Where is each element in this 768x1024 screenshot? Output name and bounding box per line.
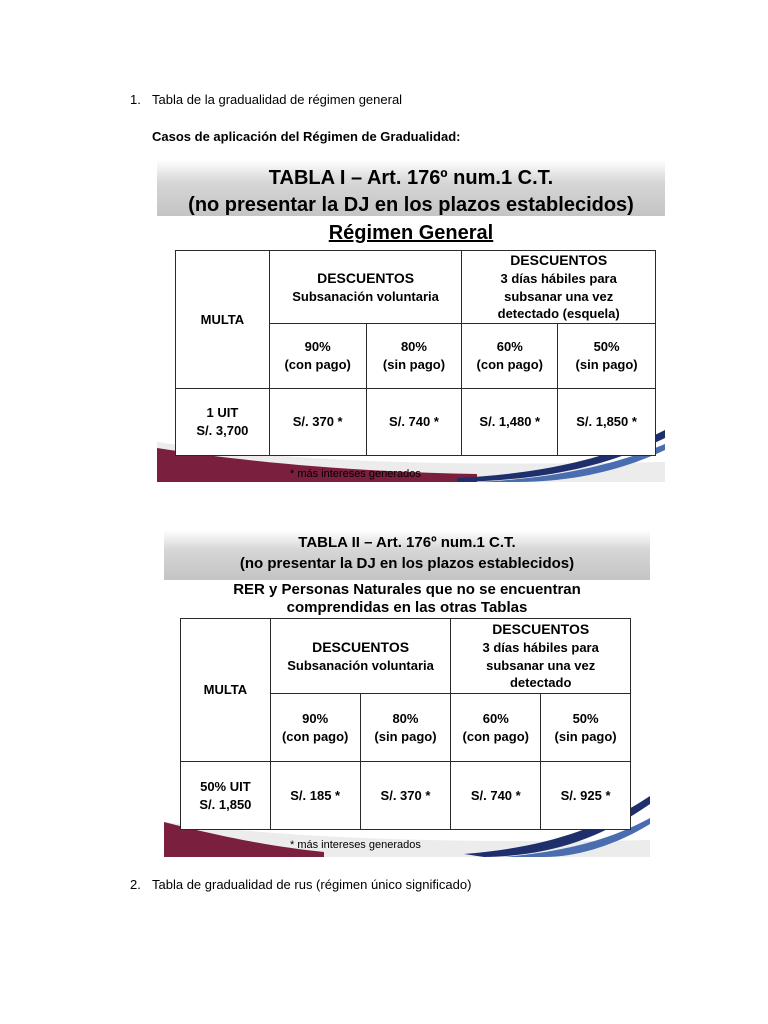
table-scope-line1: RER y Personas Naturales que no se encuentran bbox=[233, 581, 581, 598]
pct-cell: 90% (con pago) bbox=[270, 694, 360, 762]
descuentos-plazo-header: DESCUENTOS 3 días hábiles para subsanar una vez detectado bbox=[451, 619, 631, 694]
pct-cell: 50% (sin pago) bbox=[558, 324, 656, 389]
value-cell: S/. 370 * bbox=[360, 762, 451, 830]
value-cell: S/. 185 * bbox=[270, 762, 360, 830]
descuentos-voluntaria-header: DESCUENTOS Subsanación voluntaria bbox=[269, 251, 462, 324]
pct-cell: 50% (sin pago) bbox=[541, 694, 631, 762]
pct-cell: 60% (con pago) bbox=[462, 324, 558, 389]
multa-header: MULTA bbox=[176, 251, 270, 389]
table-title: TABLA II – Art. 176º num.1 C.T. bbox=[298, 534, 516, 551]
value-cell: S/. 740 * bbox=[451, 762, 541, 830]
list-text: Tabla de gradualidad de rus (régimen único significado) bbox=[152, 877, 472, 892]
table-subtitle: (no presentar la DJ en los plazos establecidos) bbox=[239, 555, 575, 572]
descuentos-voluntaria-header: DESCUENTOS Subsanación voluntaria bbox=[270, 619, 451, 694]
table-figure-1 bbox=[157, 160, 665, 482]
pct-cell: 60% (con pago) bbox=[451, 694, 541, 762]
table-regime: Régimen General bbox=[328, 222, 494, 244]
pct-cell: 80% (sin pago) bbox=[360, 694, 451, 762]
table-title: TABLA I – Art. 176º num.1 C.T. bbox=[268, 167, 554, 189]
row-label: 1 UIT S/. 3,700 bbox=[176, 389, 270, 456]
pct-cell: 90% (con pago) bbox=[269, 324, 366, 389]
pct-cell: 80% (sin pago) bbox=[366, 324, 462, 389]
list-number: 2. bbox=[130, 877, 141, 892]
descuentos-esquela-header: DESCUENTOS 3 días hábiles para subsanar una vez detectado (esquela) bbox=[462, 251, 656, 324]
table-figure-2 bbox=[164, 530, 650, 857]
data-table bbox=[175, 250, 656, 456]
value-cell: S/. 925 * bbox=[541, 762, 631, 830]
row-label: 50% UIT S/. 1,850 bbox=[181, 762, 271, 830]
multa-header: MULTA bbox=[181, 619, 271, 762]
list-text: Tabla de la gradualidad de régimen general bbox=[152, 92, 403, 107]
subtitle: Casos de aplicación del Régimen de Gradualidad: bbox=[152, 129, 461, 144]
data-table bbox=[180, 618, 631, 830]
footnote: * más intereses generados bbox=[290, 839, 421, 851]
value-cell: S/. 370 * bbox=[269, 389, 366, 456]
value-cell: S/. 1,480 * bbox=[462, 389, 558, 456]
list-number: 1. bbox=[130, 92, 141, 107]
table-subtitle: (no presentar la DJ en los plazos establecidos) bbox=[188, 194, 634, 216]
footnote: * más intereses generados bbox=[290, 468, 421, 480]
value-cell: S/. 1,850 * bbox=[558, 389, 656, 456]
table-scope-line2: comprendidas en las otras Tablas bbox=[286, 599, 528, 616]
value-cell: S/. 740 * bbox=[366, 389, 462, 456]
